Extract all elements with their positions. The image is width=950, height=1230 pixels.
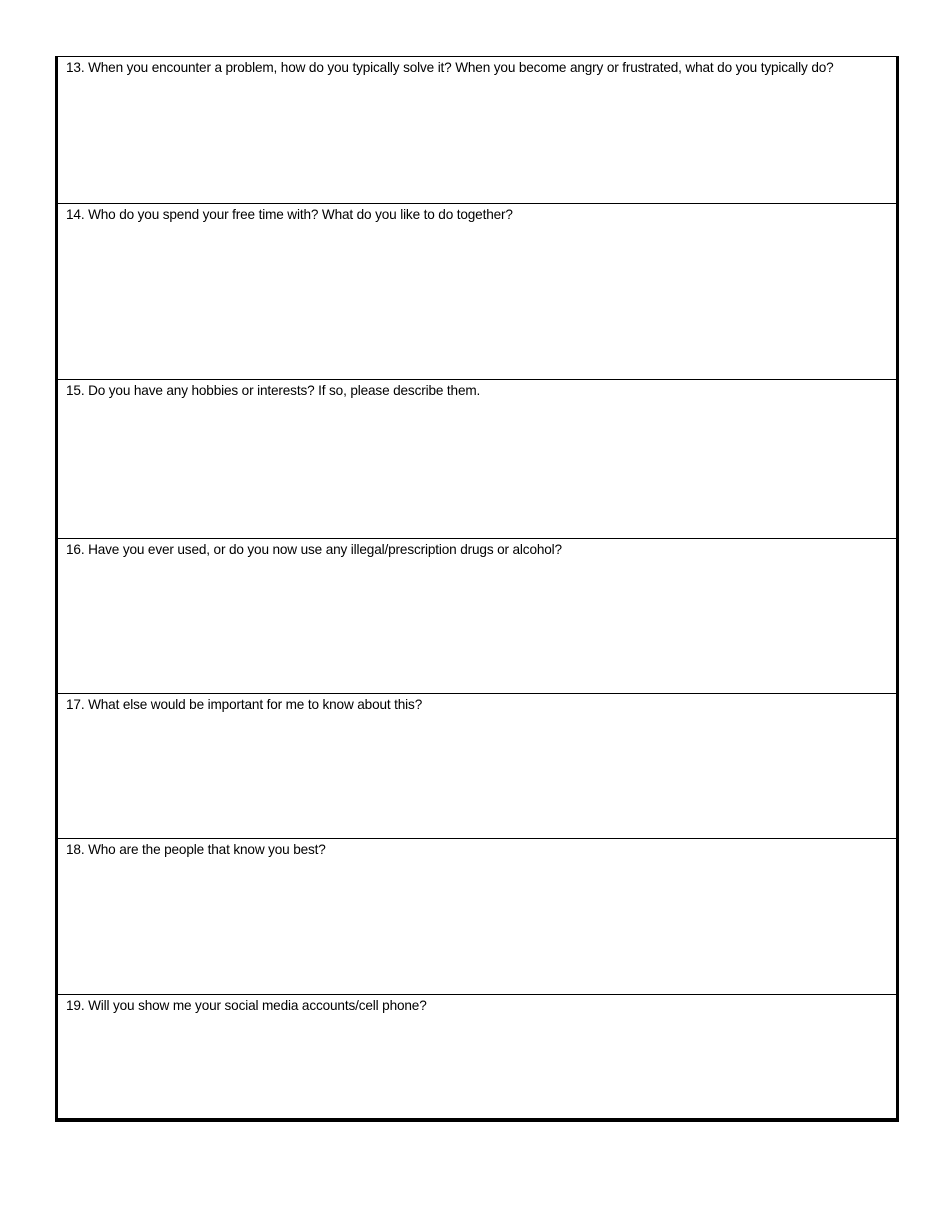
answer-area-19[interactable]	[66, 1016, 888, 1114]
question-row-13	[58, 57, 896, 203]
question-label-16: 16. Have you ever used, or do you now use any illegal/prescription drugs or alcohol?	[66, 542, 562, 557]
answer-area-14[interactable]	[66, 225, 888, 375]
answer-area-15[interactable]	[66, 401, 888, 531]
question-label-13: 13. When you encounter a problem, how do you typically solve it? When you become angry or frustrated, what do you typically do?	[66, 60, 834, 75]
question-label-17: 17. What else would be important for me to know about this?	[66, 697, 423, 712]
answer-area-13[interactable]	[66, 78, 888, 178]
answer-area-17[interactable]	[66, 715, 888, 833]
question-row-14	[58, 203, 896, 379]
answer-area-18[interactable]	[66, 860, 888, 988]
answer-area-16[interactable]	[66, 560, 888, 688]
questionnaire-table	[55, 56, 899, 1122]
question-row-17	[58, 693, 896, 838]
question-row-18	[58, 838, 896, 994]
question-label-14: 14. Who do you spend your free time with? What do you like to do together?	[66, 207, 513, 222]
question-row-15	[58, 379, 896, 538]
question-label-19: 19. Will you show me your social media accounts/cell phone?	[66, 998, 427, 1013]
question-row-16	[58, 538, 896, 693]
question-label-15: 15. Do you have any hobbies or interests? If so, please describe them.	[66, 383, 481, 398]
question-row-19	[58, 994, 896, 1118]
question-label-18: 18. Who are the people that know you best?	[66, 842, 326, 857]
